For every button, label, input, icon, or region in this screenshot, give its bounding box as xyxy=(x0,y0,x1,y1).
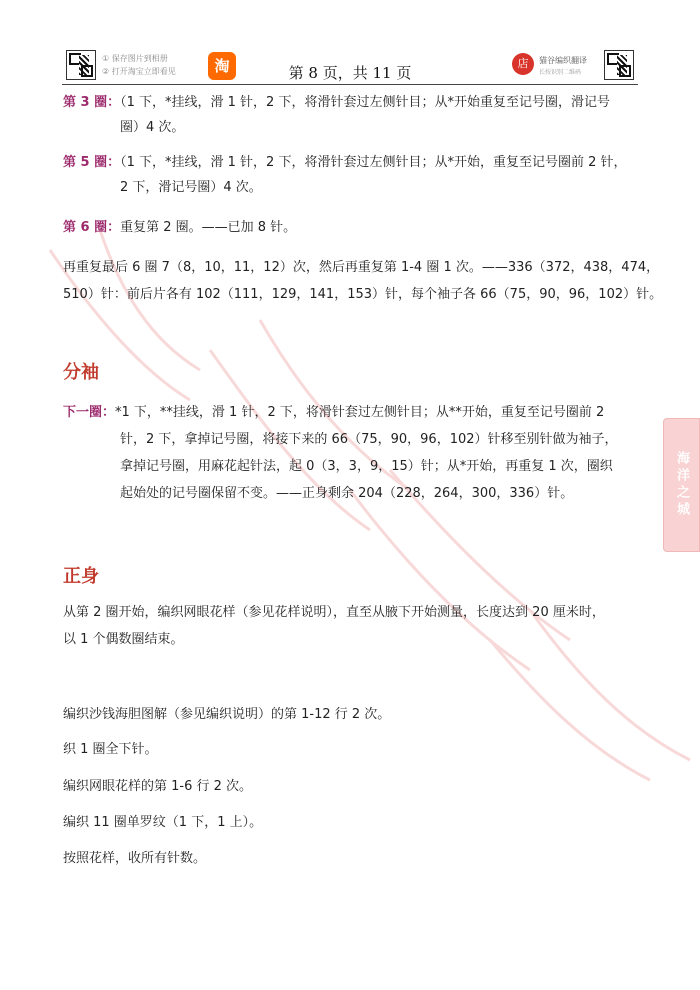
round-3-line-1: 第 3 圈：（1 下，*挂线，滑 1 针，2 下，将滑针套过左侧针目；从*开始重复至记号圈，滑记号 xyxy=(63,95,610,110)
taobao-logo-icon: 淘 xyxy=(208,52,236,80)
round-5-line-1: 第 5 圈：（1 下，*挂线，滑 1 针，2 下，将滑针套过左侧针目；从*开始，重复至记号圈前 2 针， xyxy=(63,155,627,170)
open-taobao-hint: ② 打开淘宝立即看见 xyxy=(102,67,176,76)
header-divider xyxy=(62,84,638,85)
step-4: 编织 11 圈单罗纹（1 下，1 上）。 xyxy=(63,815,263,830)
step-3: 编织网眼花样的第 1-6 行 2 次。 xyxy=(63,779,253,794)
next-round-line-2: 针，2 下，拿掉记号圈，将接下来的 66（75，90，96，102）针移至别针做为袖子， xyxy=(120,432,618,447)
step-5: 按照花样，收所有针数。 xyxy=(63,851,207,866)
next-round-line-4: 起始处的记号圈保留不变。——正身剩余 204（228，264，300，336）针。 xyxy=(120,486,574,501)
save-hint: ① 保存图片到相册 xyxy=(102,54,168,63)
step-1: 编织沙钱海胆图解（参见编织说明）的第 1-12 行 2 次。 xyxy=(63,707,391,722)
shop-name: 猫谷编织翻译 xyxy=(539,56,587,65)
body-line-2: 以 1 个偶数圈结束。 xyxy=(63,632,184,647)
side-tab[interactable]: 海洋之城 xyxy=(663,418,700,552)
shop-icon: 店 xyxy=(512,53,534,75)
qr-code-left-icon[interactable] xyxy=(66,50,96,80)
round-3-line-2: 圈）4 次。 xyxy=(120,120,185,135)
round-6-line: 第 6 圈：重复第 2 圈。——已加 8 针。 xyxy=(63,220,297,235)
body-heading: 正身 xyxy=(63,566,99,587)
round-6-label: 第 6 圈： xyxy=(63,220,121,235)
next-round-line-1: 下一圈：*1 下，**挂线，滑 1 针，2 下，将滑针套过左侧针目；从**开始，重复至记号圈前 2 xyxy=(63,405,605,420)
repeat-line-1: 再重复最后 6 圈 7（8，10，11，12）次，然后再重复第 1-4 圈 1 次。——336（372，438，474， xyxy=(63,260,660,275)
round-5-label: 第 5 圈： xyxy=(63,155,121,170)
sleeve-heading: 分袖 xyxy=(63,362,99,383)
shop-subtitle: 长按识别二维码 xyxy=(539,69,582,76)
repeat-line-2: 510）针：前后片各有 102（111，129，141，153）针，每个袖子各 66（75，90，96，102）针。 xyxy=(63,287,663,302)
page-header xyxy=(0,0,700,90)
round-3-label: 第 3 圈： xyxy=(63,95,121,110)
next-round-label: 下一圈： xyxy=(63,405,116,420)
step-2: 织 1 圈全下针。 xyxy=(63,742,158,757)
next-round-line-3: 拿掉记号圈，用麻花起针法，起 0（3，3，9，15）针；从*开始，再重复 1 次，圈织 xyxy=(120,459,613,474)
body-line-1: 从第 2 圈开始，编织网眼花样（参见花样说明），直至从腋下开始测量，长度达到 20 厘米时， xyxy=(63,605,605,620)
page-indicator: 第 8 页，共 11 页 xyxy=(288,64,412,82)
qr-code-right-icon[interactable] xyxy=(604,50,634,80)
round-5-line-2: 2 下，滑记号圈）4 次。 xyxy=(120,180,262,195)
